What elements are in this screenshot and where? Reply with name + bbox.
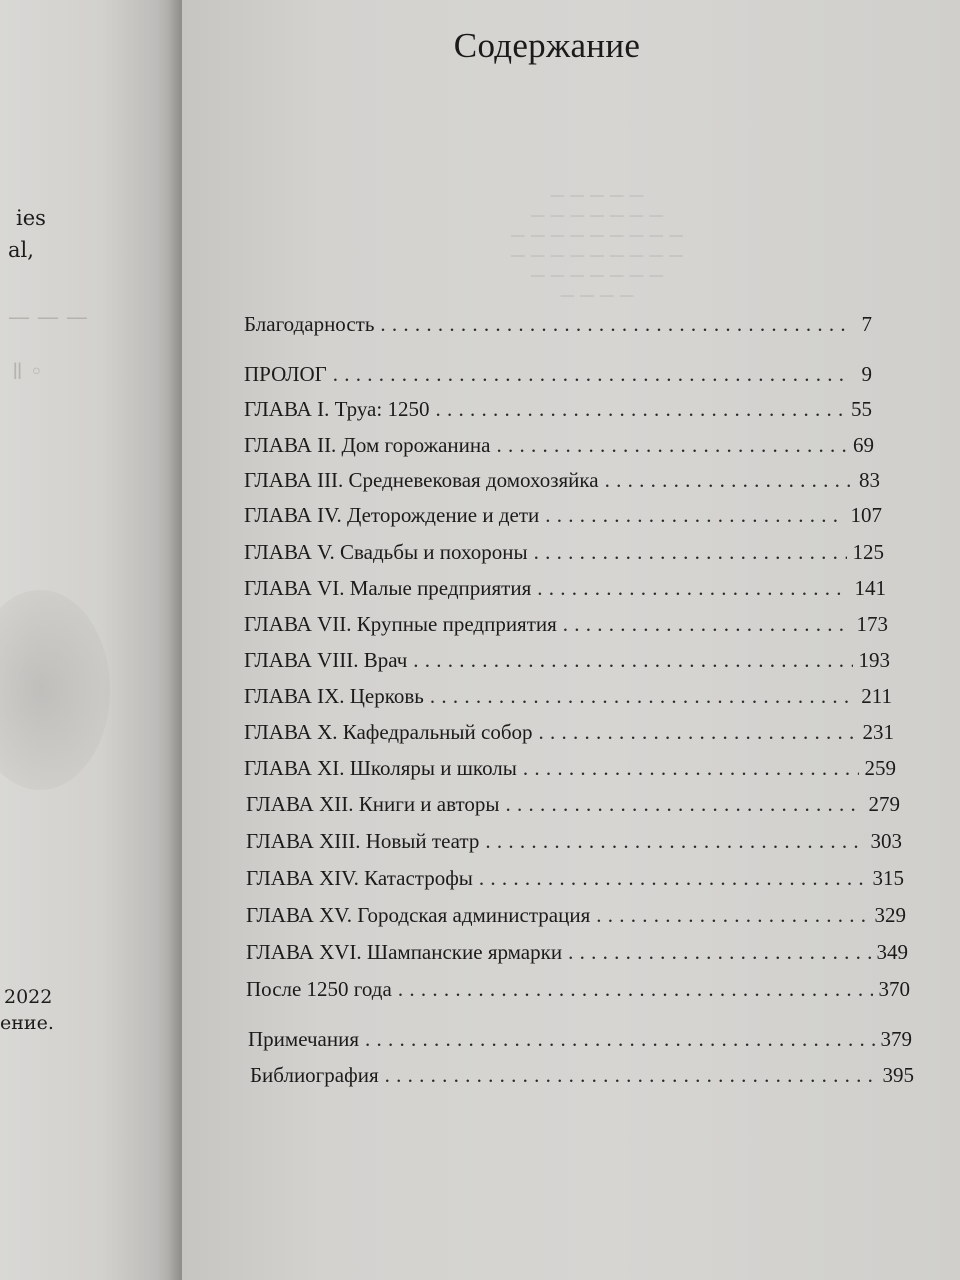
show-through-text: — — —: [8, 305, 88, 330]
toc-entry-page-number: 379: [880, 1027, 912, 1051]
toc-entry-title: ГЛАВА V. Свадьбы и похороны: [244, 540, 528, 564]
toc-entry-page-number: 231: [862, 720, 894, 744]
toc-entry-page-number: 279: [868, 792, 900, 816]
dot-leader: [430, 684, 855, 709]
toc-entry-title: ПРОЛОГ: [244, 362, 327, 386]
toc-entry: [246, 977, 910, 1002]
toc-entry-page-number: 315: [872, 866, 904, 890]
show-through-text: — — — — — — — — — — — — — — — — — — — — — — — — — — — — — — — — — — — — — — — — —: [510, 186, 684, 304]
toc-entry-page-number: 329: [874, 903, 906, 927]
dot-leader: [534, 540, 847, 565]
toc-entry-title: ГЛАВА I. Труа: 1250: [244, 397, 430, 421]
toc-entry-title: Благодарность: [244, 312, 375, 336]
dot-leader: [596, 903, 868, 928]
toc-entry: [244, 397, 872, 422]
toc-entry-page-number: 173: [856, 612, 888, 636]
dot-leader: [398, 977, 873, 1002]
toc-entry: [244, 503, 882, 528]
left-fragment-3: 2022: [4, 986, 53, 1008]
toc-entry: [244, 312, 872, 337]
toc-entry: [246, 792, 900, 817]
dot-leader: [333, 362, 846, 387]
toc-entry-title: ГЛАВА II. Дом горожанина: [244, 433, 491, 457]
toc-entry-page-number: 259: [864, 756, 896, 780]
right-page: [182, 0, 960, 1280]
dot-leader: [563, 612, 851, 637]
toc-entry-page-number: 9: [861, 362, 872, 386]
toc-entry-title: ГЛАВА IX. Церковь: [244, 684, 424, 708]
toc-entry-page-number: 349: [876, 940, 908, 964]
dot-leader: [365, 1027, 874, 1052]
toc-title: Содержание: [453, 26, 641, 65]
left-page: [0, 0, 185, 1280]
toc-entry-page-number: 107: [850, 503, 882, 527]
toc-entry: [244, 576, 886, 601]
dot-leader: [496, 433, 847, 458]
dot-leader: [479, 866, 867, 891]
left-fragment-2: al,: [8, 238, 34, 262]
dot-leader: [523, 756, 859, 781]
toc-entry-title: ГЛАВА VII. Крупные предприятия: [244, 612, 557, 636]
dot-leader: [545, 503, 844, 528]
toc-entry-title: После 1250 года: [246, 977, 392, 1001]
toc-entry: [246, 903, 906, 928]
toc-entry-title: ГЛАВА XI. Школяры и школы: [244, 756, 517, 780]
toc-entry: [244, 648, 890, 673]
toc-entry-title: ГЛАВА VIII. Врач: [244, 648, 408, 672]
toc-entry-title: ГЛАВА XV. Городская администрация: [246, 903, 591, 927]
toc-entry: [246, 940, 908, 965]
toc-entry-page-number: 7: [861, 312, 872, 336]
page-shadow: [0, 590, 110, 790]
toc-entry-page-number: 141: [854, 576, 886, 600]
dot-leader: [435, 397, 845, 422]
toc-entry-page-number: 83: [859, 468, 880, 492]
dot-leader: [537, 576, 848, 601]
toc-entry-page-number: 370: [878, 977, 910, 1001]
toc-entry-page-number: 193: [858, 648, 890, 672]
toc-entry-page-number: 303: [870, 829, 902, 853]
toc-entry: [250, 1063, 914, 1088]
toc-entry: [244, 468, 880, 493]
dot-leader: [539, 720, 857, 745]
toc-entry-page-number: 55: [851, 397, 872, 421]
dot-leader: [413, 648, 852, 673]
toc-entry: [246, 866, 904, 891]
toc-entry-page-number: 125: [852, 540, 884, 564]
toc-entry: [244, 684, 892, 709]
toc-entry-title: ГЛАВА XVI. Шампанские ярмарки: [246, 940, 563, 964]
toc-entry-title: ГЛАВА IV. Деторождение и дети: [244, 503, 540, 527]
left-fragment-1: ies: [16, 206, 46, 230]
toc-entry: [244, 612, 888, 637]
dot-leader: [485, 829, 864, 854]
toc-entry: [244, 540, 884, 565]
dot-leader: [385, 1063, 877, 1088]
toc-entry-title: Библиография: [250, 1063, 379, 1087]
toc-entry-title: ГЛАВА VI. Малые предприятия: [244, 576, 532, 600]
dot-leader: [506, 792, 863, 817]
toc-entry: [246, 829, 902, 854]
toc-entry-page-number: 395: [882, 1063, 914, 1087]
toc-entry: [244, 720, 894, 745]
toc-entry-title: ГЛАВА XIII. Новый театр: [246, 829, 480, 853]
left-fragment-4: ение.: [0, 1012, 54, 1034]
toc-entry-title: Примечания: [248, 1027, 360, 1051]
dot-leader: [380, 312, 846, 337]
toc-entry: [244, 756, 896, 781]
toc-entry-title: ГЛАВА III. Средневековая домохозяйка: [244, 468, 599, 492]
dot-leader: [568, 940, 870, 965]
toc-entry-title: ГЛАВА XIV. Катастрофы: [246, 866, 473, 890]
toc-entry: [244, 433, 874, 458]
toc-entry-page-number: 211: [861, 684, 892, 708]
toc-list: [182, 0, 960, 1280]
toc-entry-page-number: 69: [853, 433, 874, 457]
dot-leader: [605, 468, 853, 493]
toc-entry: [244, 362, 872, 387]
toc-entry-title: ГЛАВА X. Кафедральный собор: [244, 720, 533, 744]
show-through-text: ǁ ◦: [12, 360, 43, 385]
toc-entry-title: ГЛАВА XII. Книги и авторы: [246, 792, 500, 816]
toc-entry: [248, 1027, 912, 1052]
